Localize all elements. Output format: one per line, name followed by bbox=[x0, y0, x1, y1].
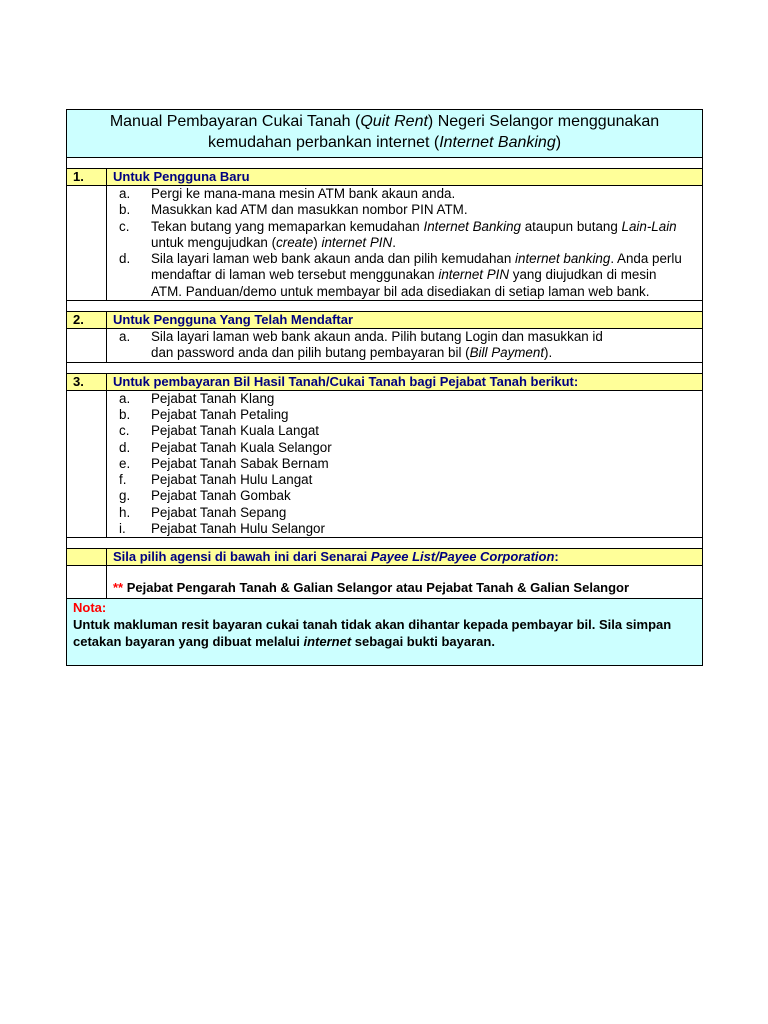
section-3-number: 3. bbox=[67, 373, 107, 390]
section-2-header bbox=[67, 312, 703, 329]
list-item: g. Pejabat Tanah Gombak bbox=[119, 488, 291, 504]
section-1-heading: Untuk Pengguna Baru bbox=[107, 169, 703, 186]
asterisk-marker: ** bbox=[113, 580, 124, 596]
list-item: a. Sila layari laman web bank akaun anda. Pilih butang Login dan masukkan id dan password anda dan pilih butang pembayaran bil (Bill Payment). bbox=[119, 329, 603, 361]
list-item: f. Pejabat Tanah Hulu Langat bbox=[119, 472, 313, 488]
section-1-body bbox=[67, 186, 703, 301]
section-3-header bbox=[67, 373, 703, 390]
payee-body bbox=[67, 566, 703, 599]
spacer-row bbox=[67, 301, 703, 312]
list-item: d. Sila layari laman web bank akaun anda dan pilih kemudahan internet banking. Anda perlu mendaftar di laman web tersebut menggunakan internet PIN yang diujudkan di mesin ATM. Panduan/demo untuk membayar bil ada disediakan di setiap laman web bank. bbox=[119, 251, 682, 299]
section-2-list bbox=[107, 329, 703, 363]
nota-row bbox=[67, 599, 703, 666]
section-2-number: 2. bbox=[67, 312, 107, 329]
section-1-list bbox=[107, 186, 703, 301]
list-item: c. Pejabat Tanah Kuala Langat bbox=[119, 423, 320, 439]
spacer-row bbox=[67, 158, 703, 169]
list-item: c. Tekan butang yang memaparkan kemudahan Internet Banking ataupun butang Lain-Lain untuk mengujudkan (create) internet PIN. bbox=[119, 218, 677, 250]
section-2-heading: Untuk Pengguna Yang Telah Mendaftar bbox=[107, 312, 703, 329]
section-1-number: 1. bbox=[67, 169, 107, 186]
list-item: e. Pejabat Tanah Sabak Bernam bbox=[119, 455, 329, 471]
list-item: b. Masukkan kad ATM dan masukkan nombor PIN ATM. bbox=[119, 202, 468, 218]
payee-agency: ** Pejabat Pengarah Tanah & Galian Selangor atau Pejabat Tanah & Galian Selangor bbox=[107, 566, 703, 599]
quit-rent-manual-table bbox=[66, 109, 703, 666]
list-item: h. Pejabat Tanah Sepang bbox=[119, 504, 287, 520]
nota-box: Nota: Untuk makluman resit bayaran cukai tanah tidak akan dihantar kepada pembayar bil. Sila simpan cetakan bayaran yang dibuat melalui internet sebagai bukti bayaran. bbox=[67, 599, 703, 666]
spacer-row bbox=[67, 538, 703, 549]
list-item: a. Pejabat Tanah Klang bbox=[119, 390, 275, 406]
document-title: Manual Pembayaran Cukai Tanah (Quit Rent) Negeri Selangor menggunakan kemudahan perbankan internet (Internet Banking) bbox=[67, 110, 703, 158]
section-1-header bbox=[67, 169, 703, 186]
nota-label: Nota: bbox=[73, 600, 107, 616]
payee-heading: Sila pilih agensi di bawah ini dari Senarai Payee List/Payee Corporation: bbox=[107, 549, 703, 566]
section-2-body bbox=[67, 329, 703, 363]
section-3-heading: Untuk pembayaran Bil Hasil Tanah/Cukai Tanah bagi Pejabat Tanah berikut: bbox=[107, 373, 703, 390]
list-item: b. Pejabat Tanah Petaling bbox=[119, 406, 289, 422]
list-item: d. Pejabat Tanah Kuala Selangor bbox=[119, 439, 332, 455]
land-office-list bbox=[107, 390, 703, 538]
list-item: i. Pejabat Tanah Hulu Selangor bbox=[119, 521, 325, 537]
section-3-body bbox=[67, 390, 703, 538]
list-item: a. Pergi ke mana-mana mesin ATM bank akaun anda. bbox=[119, 186, 456, 201]
payee-header bbox=[67, 549, 703, 566]
title-row bbox=[67, 110, 703, 158]
spacer-row bbox=[67, 362, 703, 373]
